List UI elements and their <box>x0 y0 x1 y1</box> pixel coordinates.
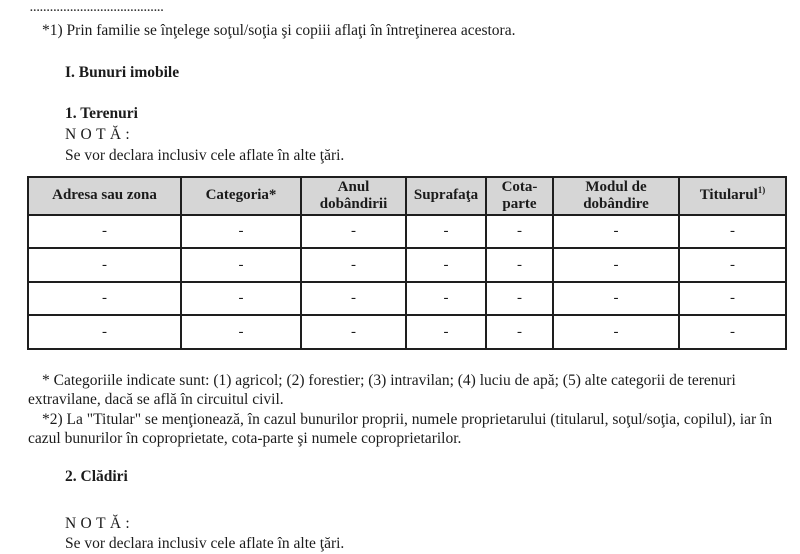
dotted-line: ........................................ <box>30 2 164 14</box>
table-cell: - <box>181 248 301 282</box>
table-cell: - <box>301 282 406 316</box>
col-header-titularul <box>679 177 786 215</box>
table-cell: - <box>301 215 406 249</box>
col-header-modul-dobandire: Modul de dobândire <box>553 177 679 215</box>
table-cell: - <box>553 282 679 316</box>
col-header-suprafata: Suprafaţa <box>406 177 486 215</box>
col-header-adresa: Adresa sau zona <box>28 177 181 215</box>
col-header-categoria: Categoria* <box>181 177 301 215</box>
footnote-categories: * Categoriile indicate sunt: (1) agricol; (2) forestier; (3) intravilan; (4) luciu de apă; (5) alte categorii de terenuri extravilane, dacă se află în circuitul civil. <box>28 371 736 409</box>
table-cell: - <box>28 248 181 282</box>
section-title-bunuri-imobile: I. Bunuri imobile <box>65 64 180 82</box>
table-cell: - <box>553 248 679 282</box>
subsection-title-terenuri: 1. Terenuri <box>65 104 138 122</box>
table-cell: - <box>28 215 181 249</box>
nota2-text: Se vor declara inclusiv cele aflate în alte ţări. <box>65 535 345 553</box>
table-cell: - <box>406 215 486 249</box>
table-cell: - <box>406 315 486 349</box>
nota2-label: NOTĂ: <box>65 514 135 532</box>
table-row <box>28 248 786 282</box>
col-header-cota-parte: Cota-parte <box>486 177 553 215</box>
table-row <box>28 282 786 316</box>
table-cell: - <box>679 282 786 316</box>
table-cell: - <box>553 215 679 249</box>
table-cell: - <box>28 315 181 349</box>
table-cell: - <box>301 315 406 349</box>
footnote-titular: *2) La "Titular" se menţionează, în cazul bunurilor proprii, numele proprietarului (titularul, soţul/soţia, copilul), iar în cazul bunurilor în coproprietate, cota-parte şi numele coproprietarilor. <box>28 410 773 447</box>
titularul-superscript: 1) <box>757 185 766 196</box>
table-cell: - <box>181 215 301 249</box>
table-cell: - <box>486 215 553 249</box>
table-cell: - <box>679 215 786 249</box>
document-page <box>0 3 800 554</box>
table-cell: - <box>553 315 679 349</box>
col-header-titularul-label: Titularul <box>699 187 758 204</box>
table-row <box>28 215 786 249</box>
table-header-row <box>28 177 786 215</box>
footnote-family: *1) Prin familie se înţelege soţul/soţia şi copiii aflaţi în întreţinerea acestora. <box>42 22 516 39</box>
terenuri-table <box>27 176 787 350</box>
table-cell: - <box>406 282 486 316</box>
table-cell: - <box>406 248 486 282</box>
col-header-anul-dobandirii: Anul dobândirii <box>301 177 406 215</box>
table-cell: - <box>486 282 553 316</box>
table-cell: - <box>486 248 553 282</box>
table-cell: - <box>679 315 786 349</box>
table-cell: - <box>181 282 301 316</box>
table-cell: - <box>679 248 786 282</box>
nota-label: NOTĂ: <box>65 126 135 144</box>
nota-text: Se vor declara inclusiv cele aflate în alte ţări. <box>65 146 345 164</box>
table-cell: - <box>28 282 181 316</box>
subsection-title-cladiri: 2. Clădiri <box>65 468 128 486</box>
table-row <box>28 315 786 349</box>
table-cell: - <box>486 315 553 349</box>
table-cell: - <box>181 315 301 349</box>
table-cell: - <box>301 248 406 282</box>
